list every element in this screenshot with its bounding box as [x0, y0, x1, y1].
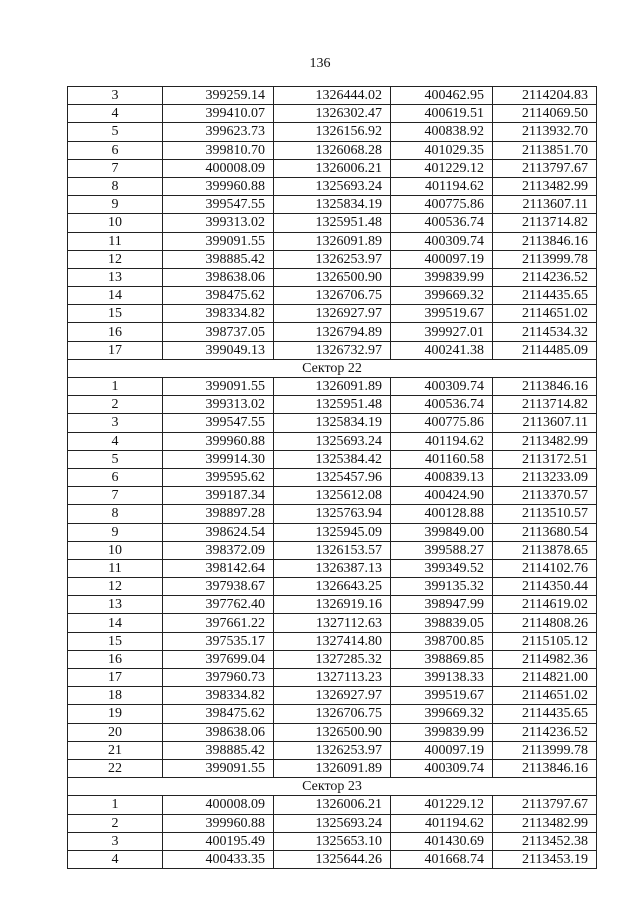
y-geo-cell: 2113878.65 [493, 541, 597, 559]
x-geo-cell: 400241.38 [391, 341, 493, 359]
point-number-cell: 3 [68, 832, 163, 850]
x-geo-cell: 399138.33 [391, 669, 493, 687]
table-row [68, 614, 597, 632]
y-msk-cell: 1326919.16 [274, 596, 391, 614]
y-msk-cell: 1325693.24 [274, 432, 391, 450]
y-msk-cell: 1326006.21 [274, 159, 391, 177]
table-row [68, 487, 597, 505]
table-row [68, 341, 597, 359]
point-number-cell: 15 [68, 632, 163, 650]
table-row [68, 432, 597, 450]
point-number-cell: 8 [68, 505, 163, 523]
y-msk-cell: 1325951.48 [274, 214, 391, 232]
x-geo-cell: 399135.32 [391, 578, 493, 596]
x-geo-cell: 398869.85 [391, 650, 493, 668]
x-geo-cell: 399669.32 [391, 705, 493, 723]
table-row [68, 287, 597, 305]
y-geo-cell: 2114236.52 [493, 723, 597, 741]
y-msk-cell: 1326068.28 [274, 141, 391, 159]
table-row [68, 523, 597, 541]
x-msk-cell: 398897.28 [163, 505, 274, 523]
y-geo-cell: 2115105.12 [493, 632, 597, 650]
table-row [68, 123, 597, 141]
x-geo-cell: 400536.74 [391, 396, 493, 414]
point-number-cell: 21 [68, 741, 163, 759]
x-geo-cell: 401229.12 [391, 159, 493, 177]
table-row [68, 305, 597, 323]
y-geo-cell: 2113607.11 [493, 414, 597, 432]
x-geo-cell: 400424.90 [391, 487, 493, 505]
y-geo-cell: 2114808.26 [493, 614, 597, 632]
y-msk-cell: 1325951.48 [274, 396, 391, 414]
x-msk-cell: 397762.40 [163, 596, 274, 614]
x-geo-cell: 401029.35 [391, 141, 493, 159]
point-number-cell: 4 [68, 850, 163, 868]
y-geo-cell: 2113797.67 [493, 796, 597, 814]
y-geo-cell: 2113999.78 [493, 741, 597, 759]
x-msk-cell: 398475.62 [163, 287, 274, 305]
y-geo-cell: 2113714.82 [493, 396, 597, 414]
y-msk-cell: 1326732.97 [274, 341, 391, 359]
y-geo-cell: 2114821.00 [493, 669, 597, 687]
x-msk-cell: 399595.62 [163, 468, 274, 486]
coordinates-table [67, 86, 597, 869]
y-msk-cell: 1325612.08 [274, 487, 391, 505]
table-row [68, 705, 597, 723]
table-row [68, 505, 597, 523]
y-msk-cell: 1326006.21 [274, 796, 391, 814]
x-geo-cell: 399519.67 [391, 687, 493, 705]
coordinates-table-body [68, 87, 597, 869]
y-msk-cell: 1326253.97 [274, 250, 391, 268]
x-geo-cell: 401160.58 [391, 450, 493, 468]
y-msk-cell: 1326444.02 [274, 87, 391, 105]
point-number-cell: 9 [68, 196, 163, 214]
x-geo-cell: 400839.13 [391, 468, 493, 486]
table-row [68, 378, 597, 396]
x-geo-cell: 401229.12 [391, 796, 493, 814]
x-msk-cell: 399091.55 [163, 378, 274, 396]
x-msk-cell: 398885.42 [163, 741, 274, 759]
y-geo-cell: 2114102.76 [493, 559, 597, 577]
y-msk-cell: 1325834.19 [274, 196, 391, 214]
x-geo-cell: 401430.69 [391, 832, 493, 850]
table-row [68, 232, 597, 250]
x-msk-cell: 399259.14 [163, 87, 274, 105]
y-geo-cell: 2113999.78 [493, 250, 597, 268]
page-number: 136 [309, 56, 331, 71]
point-number-cell: 13 [68, 596, 163, 614]
y-msk-cell: 1326500.90 [274, 723, 391, 741]
point-number-cell: 9 [68, 523, 163, 541]
point-number-cell: 3 [68, 87, 163, 105]
point-number-cell: 2 [68, 396, 163, 414]
point-number-cell: 16 [68, 650, 163, 668]
x-msk-cell: 399960.88 [163, 177, 274, 195]
point-number-cell: 22 [68, 759, 163, 777]
point-number-cell: 20 [68, 723, 163, 741]
y-geo-cell: 2114204.83 [493, 87, 597, 105]
table-row [68, 669, 597, 687]
y-msk-cell: 1326927.97 [274, 305, 391, 323]
table-row [68, 850, 597, 868]
x-geo-cell: 400309.74 [391, 759, 493, 777]
y-msk-cell: 1327414.80 [274, 632, 391, 650]
point-number-cell: 4 [68, 432, 163, 450]
table-row [68, 196, 597, 214]
point-number-cell: 7 [68, 487, 163, 505]
x-msk-cell: 399960.88 [163, 432, 274, 450]
table-row [68, 214, 597, 232]
y-msk-cell: 1325693.24 [274, 814, 391, 832]
y-geo-cell: 2114435.65 [493, 705, 597, 723]
x-msk-cell: 398638.06 [163, 723, 274, 741]
y-geo-cell: 2114982.36 [493, 650, 597, 668]
point-number-cell: 10 [68, 541, 163, 559]
y-geo-cell: 2113482.99 [493, 432, 597, 450]
y-msk-cell: 1325693.24 [274, 177, 391, 195]
table-row [68, 141, 597, 159]
point-number-cell: 18 [68, 687, 163, 705]
x-msk-cell: 398885.42 [163, 250, 274, 268]
table-row [68, 268, 597, 286]
point-number-cell: 1 [68, 796, 163, 814]
x-msk-cell: 398334.82 [163, 305, 274, 323]
y-msk-cell: 1325653.10 [274, 832, 391, 850]
y-geo-cell: 2113714.82 [493, 214, 597, 232]
point-number-cell: 1 [68, 378, 163, 396]
y-geo-cell: 2113851.70 [493, 141, 597, 159]
x-msk-cell: 397699.04 [163, 650, 274, 668]
x-msk-cell: 397535.17 [163, 632, 274, 650]
y-geo-cell: 2113510.57 [493, 505, 597, 523]
y-msk-cell: 1326253.97 [274, 741, 391, 759]
y-msk-cell: 1327113.23 [274, 669, 391, 687]
table-row [68, 723, 597, 741]
x-msk-cell: 398624.54 [163, 523, 274, 541]
x-msk-cell: 399547.55 [163, 414, 274, 432]
x-geo-cell: 400128.88 [391, 505, 493, 523]
point-number-cell: 17 [68, 341, 163, 359]
point-number-cell: 19 [68, 705, 163, 723]
x-geo-cell: 399849.00 [391, 523, 493, 541]
table-row [68, 759, 597, 777]
y-msk-cell: 1326153.57 [274, 541, 391, 559]
x-geo-cell: 399588.27 [391, 541, 493, 559]
y-msk-cell: 1325945.09 [274, 523, 391, 541]
table-row [68, 741, 597, 759]
table-row [68, 87, 597, 105]
table-row [68, 687, 597, 705]
y-geo-cell: 2114651.02 [493, 687, 597, 705]
x-msk-cell: 397938.67 [163, 578, 274, 596]
x-msk-cell: 398142.64 [163, 559, 274, 577]
y-geo-cell: 2113797.67 [493, 159, 597, 177]
x-geo-cell: 398839.05 [391, 614, 493, 632]
y-geo-cell: 2114069.50 [493, 105, 597, 123]
x-geo-cell: 400619.51 [391, 105, 493, 123]
table-row [68, 105, 597, 123]
y-msk-cell: 1326156.92 [274, 123, 391, 141]
table-row [68, 578, 597, 596]
x-msk-cell: 399547.55 [163, 196, 274, 214]
table-row [68, 396, 597, 414]
x-msk-cell: 399410.07 [163, 105, 274, 123]
x-msk-cell: 400008.09 [163, 159, 274, 177]
x-msk-cell: 399623.73 [163, 123, 274, 141]
table-row [68, 414, 597, 432]
x-geo-cell: 401194.62 [391, 432, 493, 450]
point-number-cell: 11 [68, 559, 163, 577]
y-geo-cell: 2113172.51 [493, 450, 597, 468]
x-msk-cell: 400195.49 [163, 832, 274, 850]
x-msk-cell: 398475.62 [163, 705, 274, 723]
point-number-cell: 5 [68, 450, 163, 468]
point-number-cell: 13 [68, 268, 163, 286]
x-geo-cell: 398947.99 [391, 596, 493, 614]
x-msk-cell: 399313.02 [163, 214, 274, 232]
table-row [68, 832, 597, 850]
y-msk-cell: 1326927.97 [274, 687, 391, 705]
point-number-cell: 16 [68, 323, 163, 341]
x-geo-cell: 400097.19 [391, 741, 493, 759]
y-geo-cell: 2114236.52 [493, 268, 597, 286]
table-row [68, 650, 597, 668]
x-geo-cell: 399669.32 [391, 287, 493, 305]
y-msk-cell: 1326091.89 [274, 759, 391, 777]
x-msk-cell: 398638.06 [163, 268, 274, 286]
table-row [68, 250, 597, 268]
point-number-cell: 15 [68, 305, 163, 323]
y-geo-cell: 2114619.02 [493, 596, 597, 614]
point-number-cell: 10 [68, 214, 163, 232]
point-number-cell: 17 [68, 669, 163, 687]
table-row [68, 323, 597, 341]
y-geo-cell: 2113846.16 [493, 378, 597, 396]
y-msk-cell: 1326794.89 [274, 323, 391, 341]
x-geo-cell: 399839.99 [391, 268, 493, 286]
y-geo-cell: 2113846.16 [493, 759, 597, 777]
table-row [68, 596, 597, 614]
point-number-cell: 11 [68, 232, 163, 250]
table-row [68, 632, 597, 650]
x-geo-cell: 398700.85 [391, 632, 493, 650]
point-number-cell: 6 [68, 141, 163, 159]
table-row [68, 559, 597, 577]
x-msk-cell: 398372.09 [163, 541, 274, 559]
x-geo-cell: 400775.86 [391, 196, 493, 214]
x-msk-cell: 399091.55 [163, 232, 274, 250]
sector-title: Сектор 23 [68, 778, 597, 796]
x-geo-cell: 400838.92 [391, 123, 493, 141]
point-number-cell: 5 [68, 123, 163, 141]
y-geo-cell: 2114485.09 [493, 341, 597, 359]
y-geo-cell: 2113846.16 [493, 232, 597, 250]
x-msk-cell: 399960.88 [163, 814, 274, 832]
y-geo-cell: 2114435.65 [493, 287, 597, 305]
point-number-cell: 2 [68, 814, 163, 832]
point-number-cell: 12 [68, 578, 163, 596]
y-msk-cell: 1325457.96 [274, 468, 391, 486]
y-msk-cell: 1326500.90 [274, 268, 391, 286]
x-geo-cell: 399839.99 [391, 723, 493, 741]
table-row [68, 814, 597, 832]
x-geo-cell: 400462.95 [391, 87, 493, 105]
y-msk-cell: 1325384.42 [274, 450, 391, 468]
y-msk-cell: 1326706.75 [274, 705, 391, 723]
y-msk-cell: 1326302.47 [274, 105, 391, 123]
y-geo-cell: 2113680.54 [493, 523, 597, 541]
y-msk-cell: 1325644.26 [274, 850, 391, 868]
x-msk-cell: 400433.35 [163, 850, 274, 868]
y-msk-cell: 1326643.25 [274, 578, 391, 596]
x-geo-cell: 401668.74 [391, 850, 493, 868]
point-number-cell: 4 [68, 105, 163, 123]
sector-title: Сектор 22 [68, 359, 597, 377]
x-geo-cell: 401194.62 [391, 177, 493, 195]
x-msk-cell: 398334.82 [163, 687, 274, 705]
y-geo-cell: 2113932.70 [493, 123, 597, 141]
y-geo-cell: 2114651.02 [493, 305, 597, 323]
table-row [68, 468, 597, 486]
y-geo-cell: 2113482.99 [493, 814, 597, 832]
x-msk-cell: 398737.05 [163, 323, 274, 341]
y-msk-cell: 1326387.13 [274, 559, 391, 577]
point-number-cell: 3 [68, 414, 163, 432]
x-geo-cell: 400309.74 [391, 378, 493, 396]
x-msk-cell: 397960.73 [163, 669, 274, 687]
x-msk-cell: 399091.55 [163, 759, 274, 777]
x-geo-cell: 400309.74 [391, 232, 493, 250]
y-msk-cell: 1326091.89 [274, 378, 391, 396]
y-geo-cell: 2114350.44 [493, 578, 597, 596]
point-number-cell: 12 [68, 250, 163, 268]
table-row [68, 159, 597, 177]
y-geo-cell: 2113453.19 [493, 850, 597, 868]
y-geo-cell: 2113482.99 [493, 177, 597, 195]
x-geo-cell: 400775.86 [391, 414, 493, 432]
point-number-cell: 14 [68, 287, 163, 305]
point-number-cell: 8 [68, 177, 163, 195]
x-msk-cell: 400008.09 [163, 796, 274, 814]
y-msk-cell: 1327285.32 [274, 650, 391, 668]
table-row [68, 796, 597, 814]
y-geo-cell: 2113370.57 [493, 487, 597, 505]
x-msk-cell: 399313.02 [163, 396, 274, 414]
x-msk-cell: 399049.13 [163, 341, 274, 359]
y-geo-cell: 2113233.09 [493, 468, 597, 486]
point-number-cell: 6 [68, 468, 163, 486]
x-msk-cell: 399187.34 [163, 487, 274, 505]
y-msk-cell: 1325834.19 [274, 414, 391, 432]
x-geo-cell: 399519.67 [391, 305, 493, 323]
table-row [68, 541, 597, 559]
x-msk-cell: 399914.30 [163, 450, 274, 468]
y-msk-cell: 1326706.75 [274, 287, 391, 305]
x-msk-cell: 399810.70 [163, 141, 274, 159]
table-row [68, 177, 597, 195]
y-geo-cell: 2113452.38 [493, 832, 597, 850]
y-msk-cell: 1326091.89 [274, 232, 391, 250]
sector-header-row [68, 778, 597, 796]
sector-header-row [68, 359, 597, 377]
x-geo-cell: 399927.01 [391, 323, 493, 341]
point-number-cell: 14 [68, 614, 163, 632]
x-geo-cell: 400536.74 [391, 214, 493, 232]
x-geo-cell: 399349.52 [391, 559, 493, 577]
table-row [68, 450, 597, 468]
point-number-cell: 7 [68, 159, 163, 177]
y-geo-cell: 2114534.32 [493, 323, 597, 341]
y-msk-cell: 1327112.63 [274, 614, 391, 632]
y-msk-cell: 1325763.94 [274, 505, 391, 523]
x-geo-cell: 400097.19 [391, 250, 493, 268]
x-geo-cell: 401194.62 [391, 814, 493, 832]
y-geo-cell: 2113607.11 [493, 196, 597, 214]
x-msk-cell: 397661.22 [163, 614, 274, 632]
